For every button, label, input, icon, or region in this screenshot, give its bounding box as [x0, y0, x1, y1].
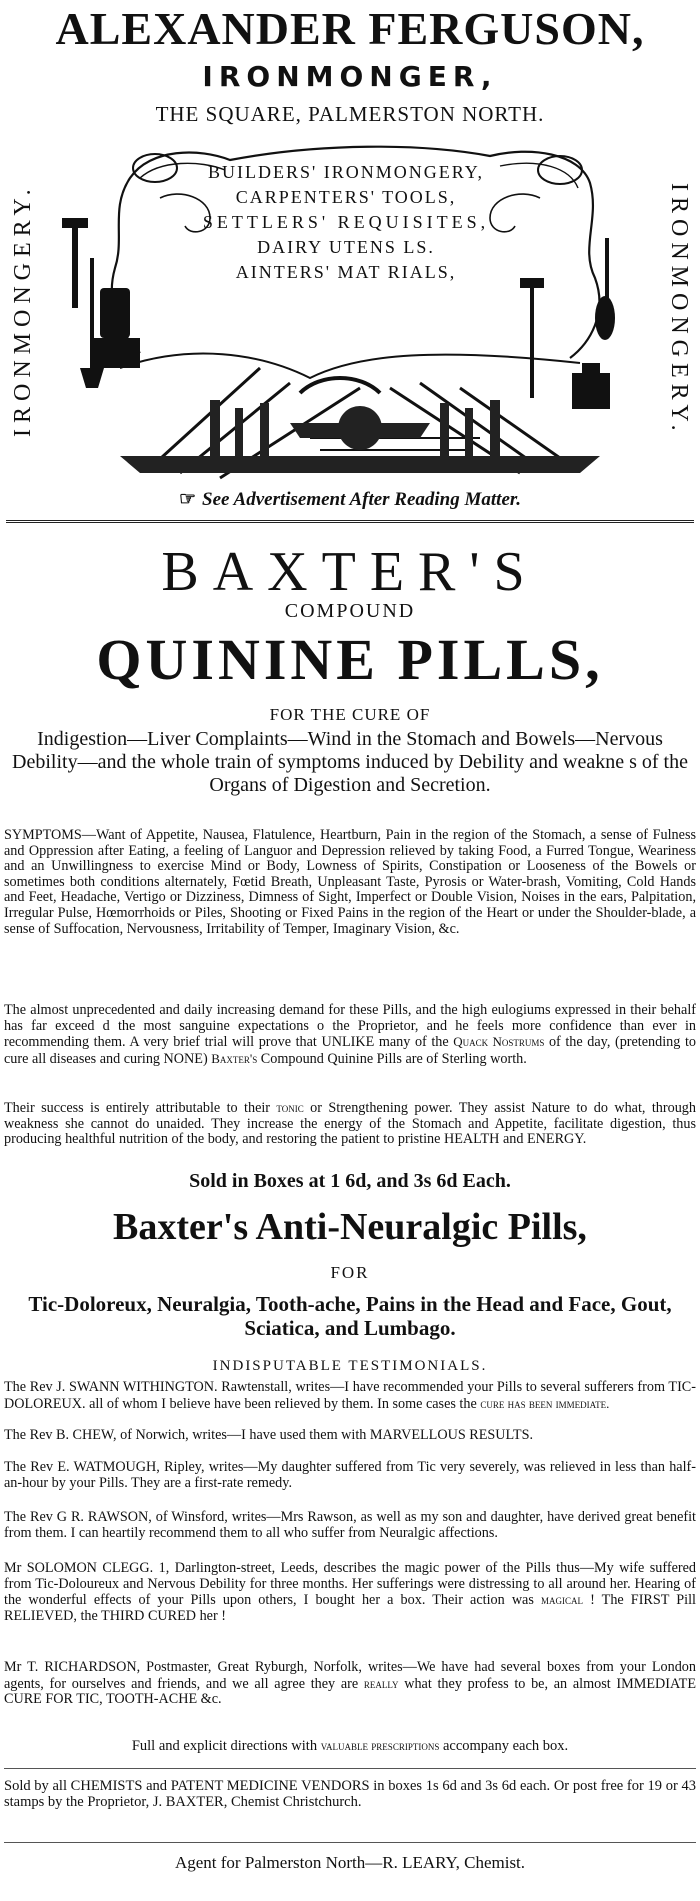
- testimonial-text: Mr T. RICHARDSON, Postmaster, Great Ryburgh, Norfolk, writes—We have had several boxes from your London agents, for ourselves and friends, and we all agree they are: [4, 1659, 696, 1692]
- testimonial-text-end: ! The FIRST Pill RELIEVED, the THIRD CURED her !: [4, 1592, 696, 1624]
- testimonial-text-end: what they profess to be, an almost IMMEDIATE CURE FOR TIC, TOOTH-ACHE &c.: [4, 1675, 696, 1708]
- directions-text-a: Full and explicit directions with: [131, 1738, 321, 1754]
- divider-rule: [4, 1842, 696, 1843]
- valuable-prescriptions-text: valuable prescriptions: [320, 1738, 440, 1753]
- success-text-b: or Strengthening power. They assist Nature to do what, through weakness she cannot do unaided. They increase the energy of the Stomach and Appetite, facilitate digestion, thus producing healthful nutrition of the body, and restoring the patient to pristine HEALTH and ENERGY.: [4, 1100, 696, 1148]
- agent-line: Agent for Palmerston North—R. LEARY, Chemist.: [174, 1853, 526, 1872]
- see-advertisement-note: [6, 488, 694, 511]
- quinine-ailments: Indigestion—Liver Complaints—Wind in the Stomach and Bowels—Nervous Debility—and the whole train of symptoms induced by Debility and weakne s of the Organs of Digestion and Secretion.: [12, 728, 688, 796]
- side-label-right: IRONMONGERY.: [666, 183, 692, 437]
- testimonial-text: Mr SOLOMON CLEGG. 1, Darlington-street, Leeds, describes the magic power of the Pills thus—My wife suffered from Tic-Doloureux and Nervous Debility for three months. Her sufferings were distressing to all around her. Hearing of the wonderful effects of your Pills upon others, I bought her a box. Their action was: [4, 1560, 696, 1609]
- really-text: really: [363, 1675, 399, 1691]
- pointing-hand-icon: ☞: [179, 489, 197, 510]
- directions-text-b: accompany each box.: [439, 1738, 569, 1754]
- goods-line-4: DAIRY UTENS LS.: [257, 237, 435, 257]
- see-advertisement-text: See Advertisement After Reading Matter.: [202, 489, 521, 510]
- demand-paragraph: [4, 1003, 696, 1067]
- compound-subtitle: COMPOUND: [284, 600, 416, 622]
- side-label-left: IRONMONGERY.: [10, 183, 36, 437]
- testimonial-chew: The Rev B. CHEW, of Norwich, writes—I have used them with MARVELLOUS RESULTS.: [4, 1427, 534, 1443]
- testimonial-watmough: The Rev E. WATMOUGH, Ripley, writes—My daughter suffered from Tic very severely, was relieved in less than half-an-hour by your Pills. They are a first-rate remedy.: [4, 1459, 696, 1491]
- testimonial-richardson: [4, 1660, 696, 1708]
- goods-line-2: CARPENTERS' TOOLS,: [235, 187, 457, 207]
- symptoms-paragraph: SYMPTOMS—Want of Appetite, Nausea, Flatulence, Heartburn, Pain in the region of the Stomach, a sense of Fulness and Oppression after Eating, a feeling of Languor and Depression relieved by taking Food, a Furred Tongue, Weariness and an Unwillingness to exercise Mind or Body, Lowness of Spirits, Constipation or Looseness of the Bowels or sometimes both conditions alternately, Fœtid Breath, Unpleasant Taste, Pyrosis or Water-brash, Vomiting, Cold Hands and Feet, Headache, Vertigo or Dizziness, Dimness of Sight, Imperfect or Double Vision, Noises in the ears, Palpitation, Irregular Pulse, Hœmorrhoids or Piles, Shooting or Fixed Pains in the region of the Heart or under the Shoulder-blade, a sense of Suffocation, Nervousness, Irritability of Temper, Imaginary Vision, &c.: [4, 827, 696, 937]
- demand-text-a: The almost unprecedented and daily increasing demand for these Pills, and the high eulogiums expressed in their behalf has far exceed d the most sanguine expectations o the Proprietor, and he feels more confidence than ever in recommending them. A very brief trial will prove that UNLIKE many of the: [4, 1002, 696, 1051]
- testimonial-withington: [4, 1380, 696, 1412]
- baxters-text: Baxter's: [211, 1050, 258, 1066]
- advertiser-name: ALEXANDER FERGUSON,: [55, 3, 645, 54]
- sold-by-paragraph: Sold by all CHEMISTS and PATENT MEDICINE VENDORS in boxes 1s 6d and 3s 6d each. Or post free for 19 or 43 stamps by the Proprietor, J. BAXTER, Chemist Christchurch.: [4, 1778, 696, 1810]
- quinine-price-line: Sold in Boxes at 1 6d, and 3s 6d Each.: [189, 1170, 511, 1192]
- anti-for-label: FOR: [330, 1263, 370, 1282]
- testimonial-clegg: [4, 1561, 696, 1624]
- success-text-a: Their success is entirely attributable to their: [4, 1100, 277, 1116]
- goods-line-5: AINTERS' MAT RIALS,: [235, 262, 457, 282]
- testimonial-text: The Rev J. SWANN WITHINGTON. Rawtenstall, writes—I have recommended your Pills to several sufferers from TIC-DOLOREUX. all of whom I believe have been relieved by them. In some cases the: [4, 1379, 696, 1412]
- baxters-title: BAXTER'S: [161, 541, 539, 603]
- divider-rule: [4, 1768, 696, 1769]
- testimonials-heading: INDISPUTABLE TESTIMONIALS.: [212, 1358, 488, 1374]
- success-paragraph: [4, 1100, 696, 1148]
- ferguson-advert: [6, 0, 694, 540]
- for-the-cure-of: FOR THE CURE OF: [269, 705, 431, 724]
- advertiser-trade: IRONMONGER,: [202, 60, 498, 93]
- goods-line-1: BUILDERS' IRONMONGERY,: [208, 162, 484, 182]
- divider-rule: [6, 520, 694, 523]
- advertiser-address: THE SQUARE, PALMERSTON NORTH.: [155, 102, 545, 126]
- goods-line-3: SETTLERS' REQUISITES,: [202, 212, 490, 232]
- tonic-text: tonic: [276, 1100, 304, 1115]
- testimonial-rawson: The Rev G R. RAWSON, of Winsford, writes—Mrs Rawson, as well as my son and daughter, have derived great benefit from them. I can heartily recommend them to all who suffer from Neuralgic affections.: [4, 1509, 696, 1541]
- demand-text-c: Compound Quinine Pills are of Sterling worth.: [257, 1050, 527, 1067]
- magical-text: magical: [540, 1592, 583, 1608]
- quinine-pills-heading: QUININE PILLS,: [96, 627, 604, 692]
- anti-ailments: Tic-Doloreux, Neuralgia, Tooth-ache, Pains in the Head and Face, Gout, Sciatica, and Lumbago.: [28, 1292, 672, 1340]
- demand-text-b: of the day, (pretending to cure all diseases and curing NONE): [4, 1034, 696, 1067]
- directions-line: [0, 1738, 700, 1755]
- cure-immediate-text: cure has been immediate.: [480, 1395, 610, 1411]
- quack-nostrums-text: Quack Nostrums: [453, 1034, 545, 1050]
- anti-neuralgic-heading: Baxter's Anti-Neuralgic Pills,: [113, 1206, 587, 1248]
